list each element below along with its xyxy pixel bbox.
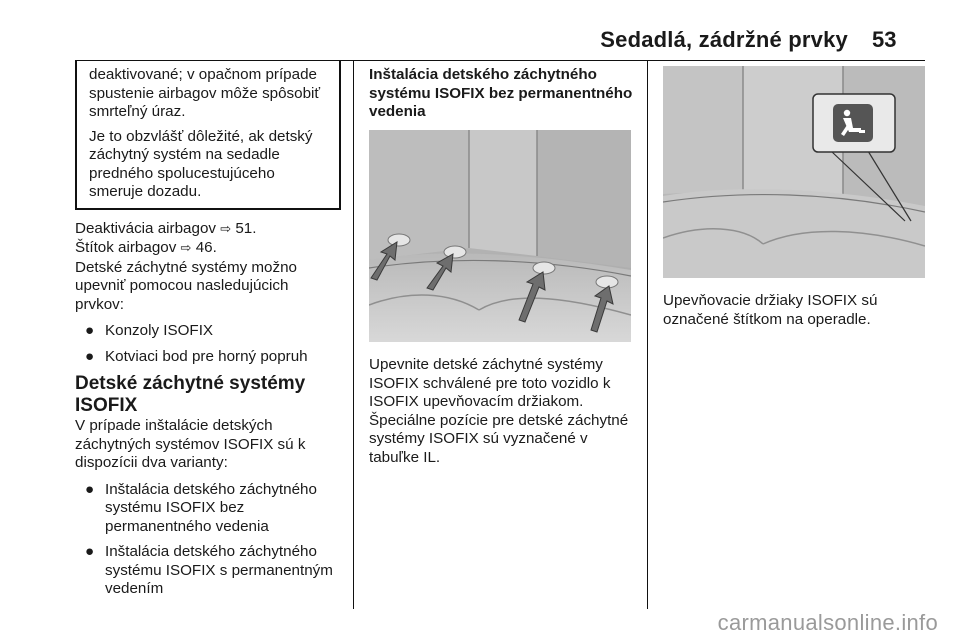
- watermark: carmanualsonline.info: [717, 610, 938, 635]
- isofix-child-seat-icon: [833, 104, 873, 142]
- column-divider-right: [647, 61, 648, 609]
- bullet-icon: ●: [85, 543, 95, 560]
- bullet-icon: ●: [85, 322, 95, 339]
- warning-box: [75, 61, 341, 210]
- isofix-anchors-figure: [369, 130, 631, 342]
- seat-label-illustration: [663, 66, 925, 278]
- list-item: ● Konzoly ISOFIX: [85, 322, 214, 339]
- column-2: [369, 66, 635, 122]
- list-item: ● Inštalácia detského záchytného systému ISOFIX s permanentným vedením: [85, 543, 333, 597]
- cross-reference-airbag-deactivation[interactable]: Deaktivácia airbagov ⇨ 51.: [75, 219, 257, 237]
- warning-text-1: deaktivované; v opačnom prípade spustenie airbagov môže spôsobiť smrteľný úraz.: [89, 66, 321, 120]
- list-item: ● Kotviaci bod pre horný popruh: [85, 347, 308, 365]
- column-2-body: [369, 356, 639, 467]
- page-reference-arrow-icon: ⇨: [180, 241, 192, 256]
- subsection-heading: Inštalácia detského záchytného systému ISOFIX bez permanentného vedenia: [369, 66, 633, 120]
- page-title: Sedadlá, zádržné prvky: [600, 27, 848, 52]
- column-divider-left: [353, 61, 354, 609]
- section-heading: Detské záchytné systémy ISOFIX: [75, 373, 306, 416]
- bullet-icon: ●: [85, 480, 95, 498]
- variants-intro: V prípade inštalácie detských záchytných systémov ISOFIX sú k dispozícii dva varianty:: [75, 417, 306, 471]
- column-3-body: [663, 292, 925, 329]
- bullet-icon: ●: [85, 347, 95, 365]
- page-reference-arrow-icon: ⇨: [220, 221, 232, 237]
- cross-reference-airbag-label[interactable]: Štítok airbagov ⇨ 46.: [75, 239, 217, 256]
- paragraph: Upevnite detské záchytné systémy ISOFIX schválené pre toto vozidlo k ISOFIX upevňovacím držiakom. Špeciálne pozície pre detské záchytné systémy ISOFIX sú vyznačené v tabuľke IL.: [369, 356, 629, 466]
- isofix-label-figure: [663, 66, 925, 278]
- mounting-points-list: [75, 322, 341, 366]
- rear-seat-illustration: [369, 130, 631, 342]
- list-item: ● Inštalácia detského záchytného systému ISOFIX bez permanentného vedenia: [85, 480, 317, 535]
- warning-text-2: Je to obzvlášť dôležité, ak detský záchytný systém na sedadle predného spolucestujúceho smeruje dozadu.: [89, 127, 313, 200]
- paragraph: Upevňovacie držiaky ISOFIX sú označené štítkom na operadle.: [663, 292, 878, 328]
- intro-paragraph: Detské záchytné systémy možno upevniť pomocou nasledujúcich prvkov:: [75, 258, 297, 313]
- variants-list: [75, 481, 341, 599]
- column-1: [75, 61, 341, 606]
- page-number: 53: [872, 27, 897, 52]
